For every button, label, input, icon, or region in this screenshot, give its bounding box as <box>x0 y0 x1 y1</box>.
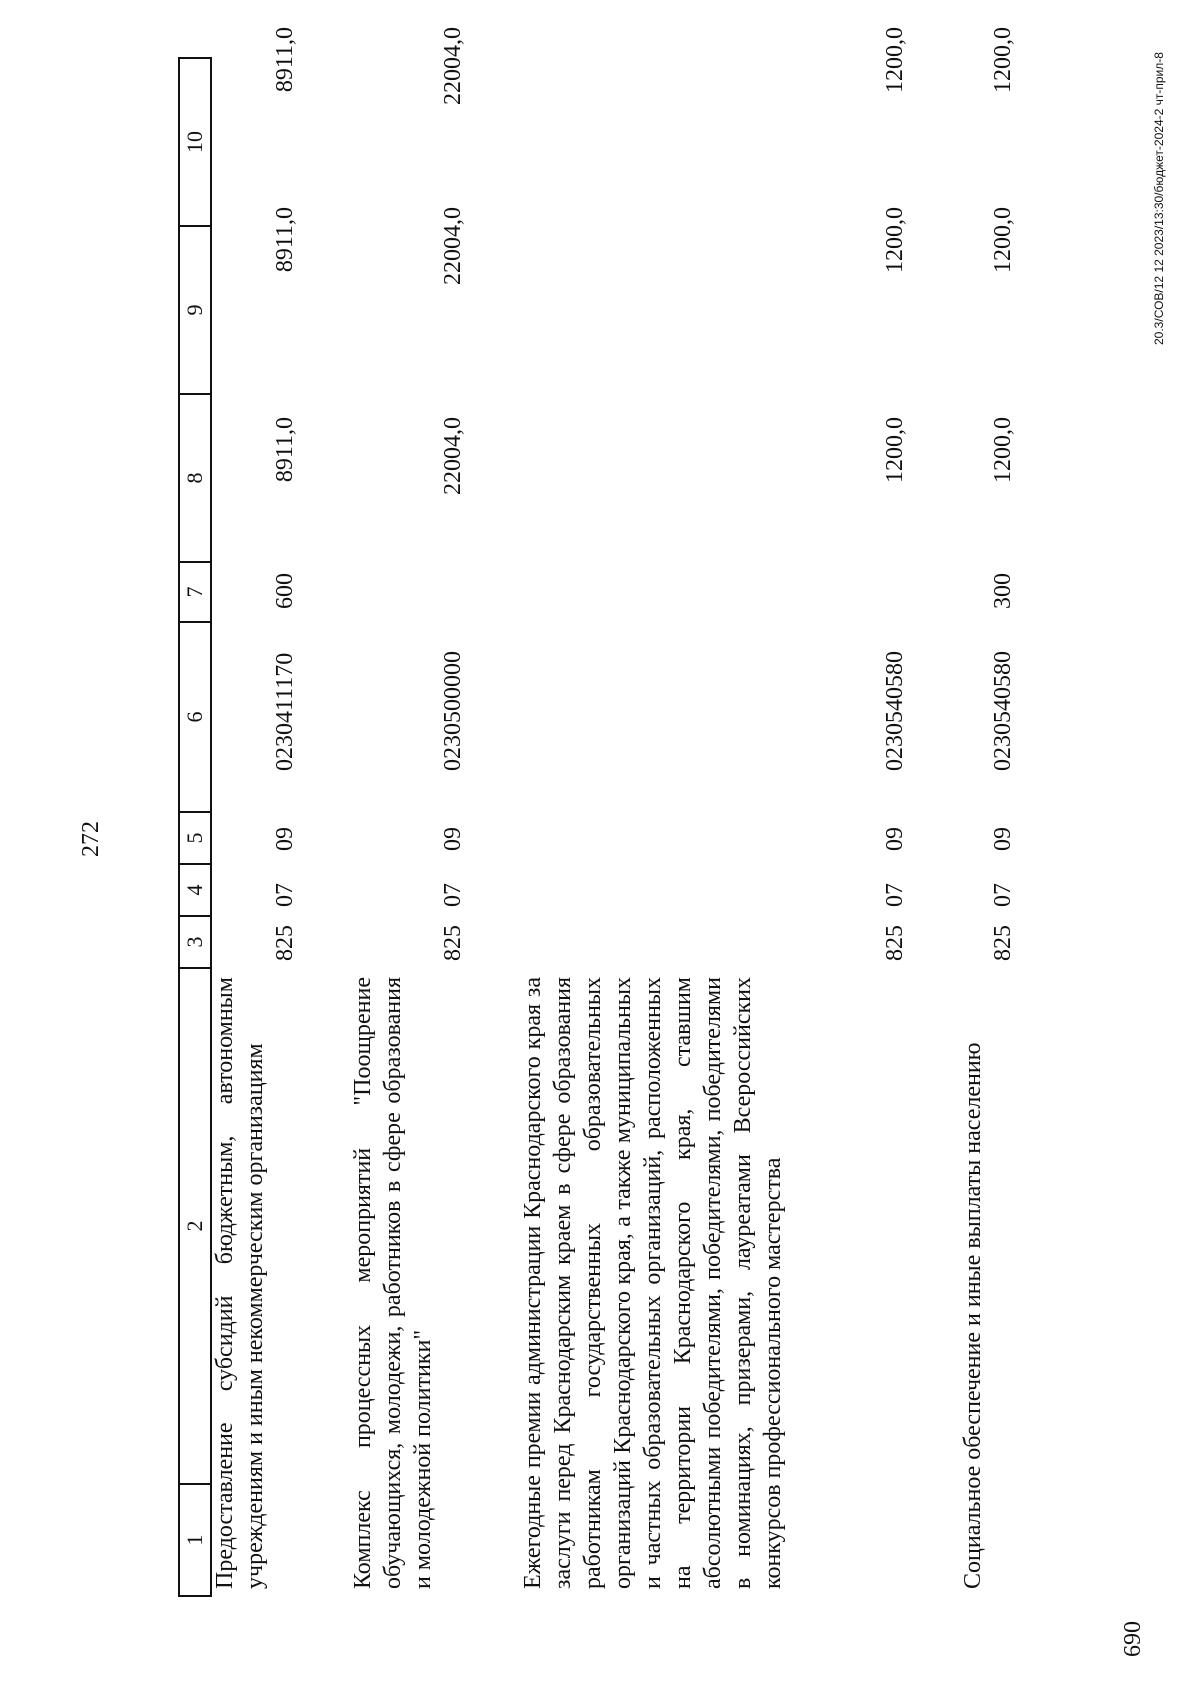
sheet-number: 690 <box>1120 1621 1146 1657</box>
col9-value: 22004,0 <box>440 207 466 285</box>
col4-value: 07 <box>882 883 908 907</box>
col3-value: 825 <box>440 925 466 961</box>
col3-value: 825 <box>990 925 1016 961</box>
col4-value: 07 <box>990 883 1016 907</box>
col6-value: 0230411170 <box>272 652 298 771</box>
col5-value: 09 <box>440 827 466 851</box>
col8-value: 8911,0 <box>272 417 298 483</box>
col6-value: 0230500000 <box>440 651 466 771</box>
col3-value: 825 <box>272 925 298 961</box>
page-number: 272 <box>78 821 104 857</box>
col8-value: 1200,0 <box>990 417 1016 483</box>
col9-value: 1200,0 <box>882 207 908 273</box>
header-cell-6: 6 <box>178 621 212 813</box>
col9-value: 1200,0 <box>990 207 1016 273</box>
col4-value: 07 <box>440 883 466 907</box>
col7-value: 300 <box>990 573 1016 609</box>
col6-value: 0230540580 <box>990 651 1016 771</box>
header-cell-1: 1 <box>178 1483 212 1597</box>
col4-value: 07 <box>272 883 298 907</box>
header-cell-4: 4 <box>178 863 212 917</box>
col5-value: 09 <box>272 827 298 851</box>
col10-value: 22004,0 <box>440 27 466 105</box>
col8-value: 1200,0 <box>882 417 908 483</box>
col9-value: 8911,0 <box>272 207 298 273</box>
header-cell-10: 10 <box>178 57 212 227</box>
header-cell-8: 8 <box>178 393 212 563</box>
col8-value: 22004,0 <box>440 417 466 495</box>
footer-code: 20.3/СОВ/12 12 2023/13:30/бюджет-2024-2 чт-прил-8 <box>1152 52 1166 345</box>
col10-value: 1200,0 <box>882 27 908 93</box>
col10-value: 8911,0 <box>272 27 298 93</box>
col5-value: 09 <box>882 827 908 851</box>
row-name: Предоставление субсидий бюджетным, автономным учреждениям и иным некоммерческим организациям <box>212 977 268 1589</box>
header-cell-2: 2 <box>178 967 212 1485</box>
col10-value: 1200,0 <box>990 27 1016 93</box>
col3-value: 825 <box>882 925 908 961</box>
header-cell-9: 9 <box>178 225 212 395</box>
row-name: Ежегодные премии администрации Краснодарского края за заслуги перед Краснодарским краем в сфере образования работникам государственных образовательных организаций Краснодарского края, а также муниципальных и частных образовательных организаций, расположенных на территории Краснодарского края, ставшим абсолютными победителями, победителями, победителями в номинациях, призерами, лауреатами Всероссийских конкурсов профессионального мастерства <box>520 977 786 1589</box>
row-name: Комплекс процессных мероприятий "Поощрение обучающихся, молодежи, работников в сфере образования и молодежной политики" <box>350 977 436 1589</box>
row-name: Социальное обеспечение и иные выплаты населению <box>960 1042 986 1589</box>
header-cell-7: 7 <box>178 561 212 623</box>
col7-value: 600 <box>272 573 298 609</box>
header-cell-5: 5 <box>178 811 212 865</box>
col5-value: 09 <box>990 827 1016 851</box>
col6-value: 0230540580 <box>882 651 908 771</box>
header-cell-3: 3 <box>178 915 212 969</box>
